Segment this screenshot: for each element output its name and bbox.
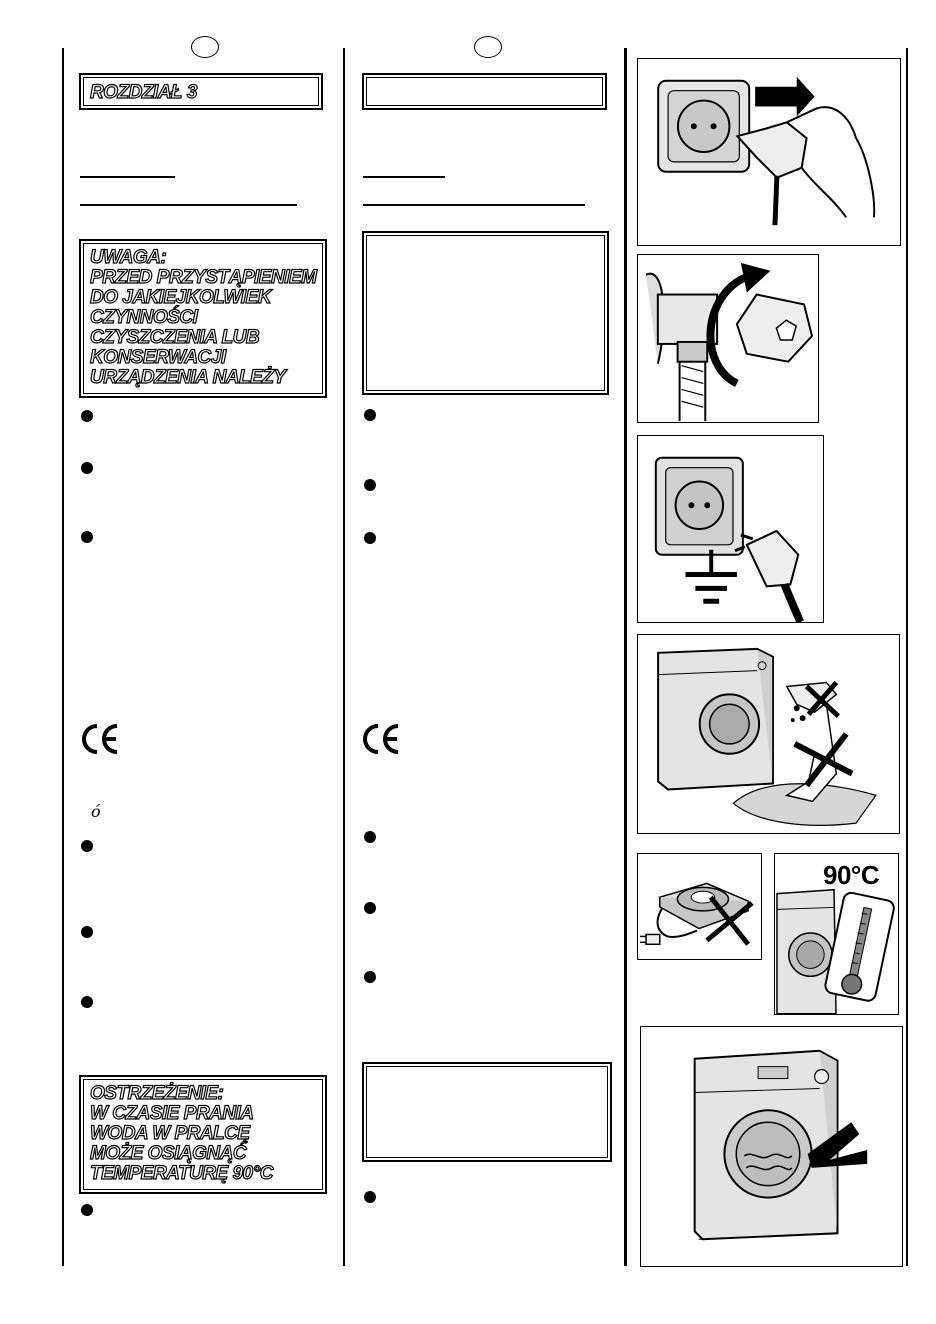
bullet-right	[364, 479, 376, 491]
temperature-warning-line: OSTRZEŻENIE:	[90, 1083, 224, 1104]
bullet-right	[364, 409, 376, 421]
bullet-right	[364, 532, 376, 544]
washing-machine-door-icon	[640, 1026, 903, 1267]
warning-line: KONSERWACJI	[90, 347, 226, 368]
underline-long-right	[363, 204, 585, 206]
temperature-warning-line: MOŻE OSIĄGNĄĆ	[90, 1143, 247, 1164]
column-divider-far-right	[906, 48, 908, 1266]
chapter-heading-box-left	[79, 73, 323, 110]
bullet-left	[81, 926, 93, 938]
ce-mark-left	[80, 722, 120, 762]
warning-box-right	[362, 231, 609, 395]
chapter-heading-box-right	[362, 73, 607, 110]
no-extension-cord-icon	[637, 853, 762, 960]
bullet-right	[364, 971, 376, 983]
underline-short-left	[80, 176, 175, 178]
temperature-warning-line: TEMPERATURĘ 90°C	[90, 1163, 273, 1184]
stray-character: ó	[91, 802, 101, 821]
temperature-warning-box	[79, 1075, 327, 1194]
warning-line: PRZED PRZYSTĄPIENIEM	[90, 267, 317, 288]
bullet-left	[81, 996, 93, 1008]
bullet-left	[81, 1204, 93, 1216]
bullet-left	[81, 840, 93, 852]
warning-line: CZYSZCZENIA LUB	[90, 327, 260, 348]
temperature-warning-box-right	[362, 1062, 612, 1162]
warning-line: URZĄDZENIA NALEŻY	[90, 367, 286, 388]
warning-box-left	[79, 239, 327, 398]
column-divider-middle	[343, 48, 345, 1266]
bullet-left	[81, 410, 93, 422]
bullet-right	[364, 831, 376, 843]
column-divider-left	[62, 48, 64, 1266]
wet-floor-no-barefoot-icon	[637, 634, 900, 834]
thermometer-label: 90°C	[823, 860, 880, 890]
bullet-left	[81, 462, 93, 474]
warning-line: UWAGA:	[90, 247, 167, 268]
warning-line: DO JAKIEJKOLWIEK	[90, 287, 271, 308]
bullet-right	[364, 902, 376, 914]
underline-short-right	[363, 176, 445, 178]
grounded-plug-icon	[637, 435, 824, 623]
language-marker-left	[191, 36, 219, 58]
water-tap-close-icon	[637, 254, 819, 423]
underline-long-left	[80, 204, 297, 206]
bullet-left	[81, 531, 93, 543]
bullet-right	[364, 1191, 376, 1203]
unplug-socket-icon	[637, 58, 901, 246]
hot-thermometer-icon	[774, 853, 899, 1015]
warning-line: CZYNNOŚCI	[90, 307, 198, 328]
temperature-warning-line: WODA W PRALCĘ	[90, 1123, 250, 1144]
chapter-heading-left: ROZDZIAŁ 3	[90, 82, 197, 103]
column-divider-right-thick	[624, 48, 627, 1266]
temperature-warning-line: W CZASIE PRANIA	[90, 1103, 254, 1124]
language-marker-right	[474, 36, 502, 58]
ce-mark-right	[361, 722, 401, 762]
